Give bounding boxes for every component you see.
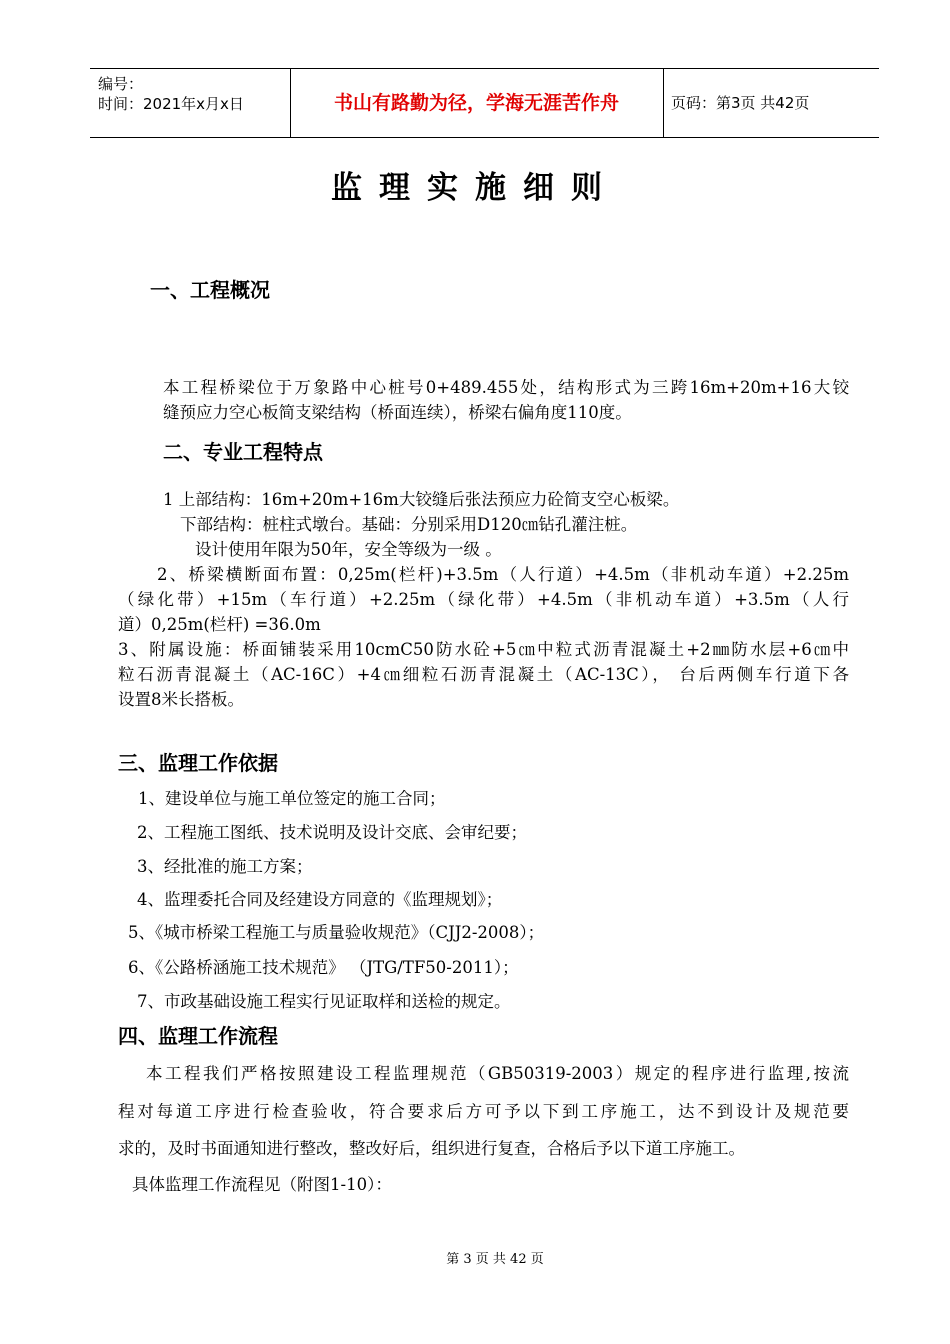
section-2-line-2: 下部结构：桩柱式墩台。基础：分别采用D120㎝钻孔灌注桩。: [180, 515, 638, 534]
header-page-label: 页码：第3页 共42页: [671, 94, 810, 112]
document-title: 监理实施细则: [331, 170, 619, 206]
time-label: 时间：2021年x月x日: [98, 95, 244, 113]
section-2-line-5: （绿化带）+15m（车行道）+2.25m（绿化带）+4.5m（非机动车道）+3.5m（人行: [118, 590, 849, 609]
basis-item-3: 3、经批准的施工方案；: [137, 857, 313, 876]
basis-item-6: 6、《公路桥涵施工技术规范》 （JTG/TF50-2011）；: [128, 958, 519, 977]
section-2-line-1: 1 上部结构：16m+20m+16m大铰缝后张法预应力砼简支空心板梁。: [163, 490, 680, 509]
basis-item-2: 2、工程施工图纸、技术说明及设计交底、会审纪要；: [137, 823, 527, 842]
section-2-line-9: 设置8米长搭板。: [118, 690, 244, 709]
section-1-line-2: 缝预应力空心板简支梁结构（桥面连续），桥梁右偏角度110度。: [163, 403, 632, 422]
section-1-line-1: 本工程桥梁位于万象路中心桩号0+489.455处，结构形式为三跨16m+20m+16大铰: [163, 378, 849, 397]
number-label: 编号：: [98, 75, 144, 93]
basis-item-4: 4、监理委托合同及经建设方同意的《监理规划》；: [137, 890, 503, 909]
basis-item-7: 7、市政基础设施工程实行见证取样和送检的规定。: [137, 992, 511, 1011]
section-2-line-4: 2、桥梁横断面布置：0,25m(栏杆)+3.5m（人行道）+4.5m（非机动车道）+2.25m: [157, 565, 849, 584]
section-2-line-7: 3、附属设施：桥面铺装采用10cmC50防水砼+5㎝中粒式沥青混凝土+2㎜防水层+6㎝中: [118, 640, 849, 659]
section-4-line-3: 求的，及时书面通知进行整改，整改好后，组织进行复查，合格后予以下道工序施工。: [118, 1139, 745, 1158]
section-4-line-2: 程对每道工序进行检查验收，符合要求后方可予以下到工序施工，达不到设计及规范要: [118, 1102, 849, 1121]
page-footer: 第 3 页 共 42 页: [446, 1252, 544, 1267]
basis-item-1: 1、建设单位与施工单位签定的施工合同；: [138, 789, 446, 808]
section-2-line-8: 粒石沥青混凝土（AC-16C）+4㎝细粒石沥青混凝土（AC-13C）， 台后两侧车行道下各: [118, 665, 849, 684]
header-info-cell: [90, 69, 291, 137]
page-header: [90, 68, 879, 138]
section-4-line-4: 具体监理工作流程见（附图1-10）：: [132, 1175, 392, 1194]
section-3-heading: 三、监理工作依据: [118, 751, 278, 775]
section-2-line-6: 道）0,25m(栏杆) =36.0m: [118, 615, 321, 634]
section-2-heading: 二、专业工程特点: [163, 440, 323, 464]
section-4-heading: 四、监理工作流程: [118, 1024, 278, 1048]
section-2-line-3: 设计使用年限为50年，安全等级为一级 。: [195, 540, 502, 559]
section-1-heading: 一、工程概况: [150, 278, 270, 302]
section-4-line-1: 本工程我们严格按照建设工程监理规范（GB50319-2003）规定的程序进行监理,按流: [146, 1064, 849, 1083]
header-motto: 书山有路勤为径，学海无涯苦作舟: [290, 69, 664, 137]
basis-item-5: 5、《城市桥梁工程施工与质量验收规范》（CJJ2-2008）；: [128, 923, 545, 942]
